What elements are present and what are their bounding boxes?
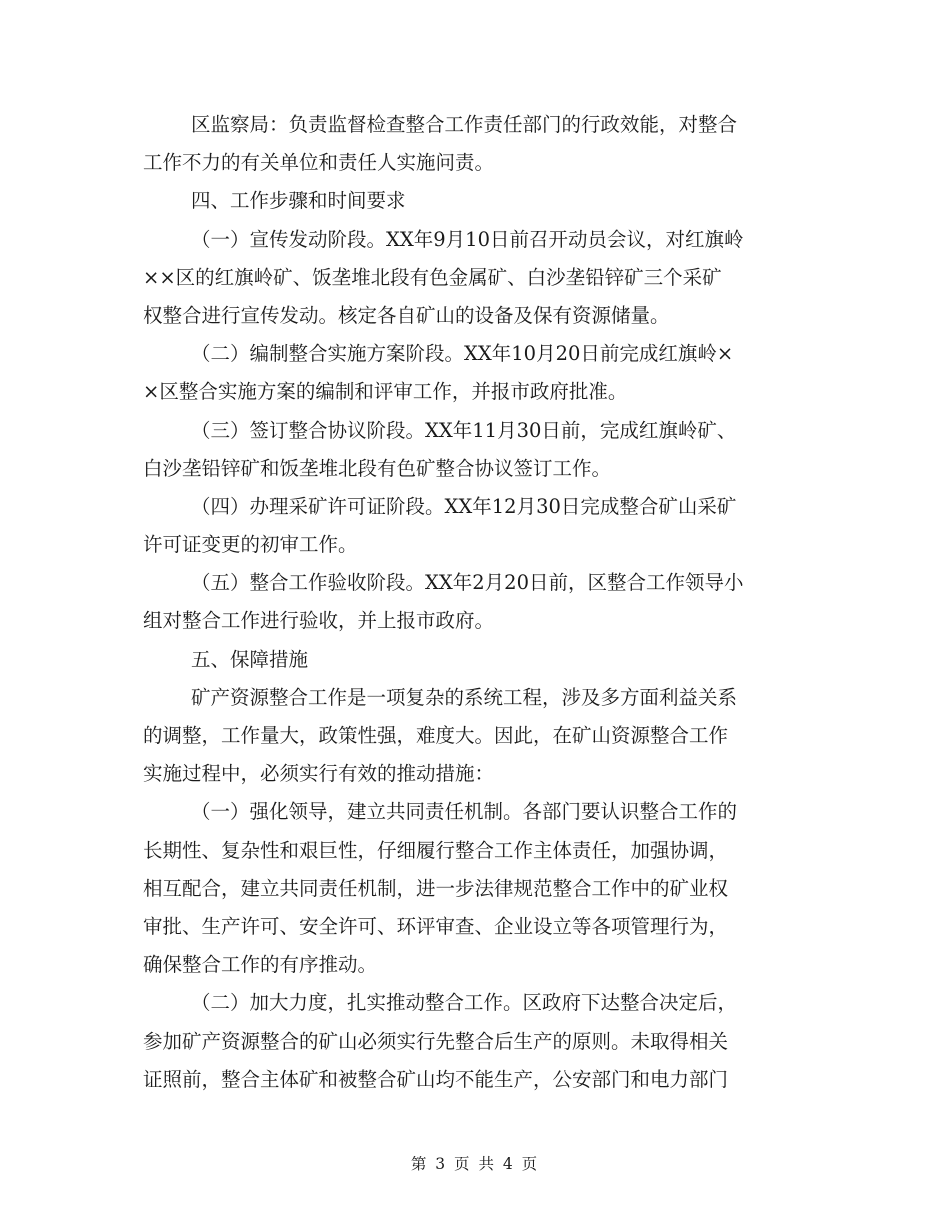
text-line: 证照前，整合主体矿和被整合矿山均不能生产，公安部门和电力部门: [143, 1067, 729, 1091]
text-line: ×区整合实施方案的编制和评审工作，并报市政府批准。: [143, 380, 628, 404]
text-line: 许可证变更的初审工作。: [143, 533, 358, 557]
text-line: 四、工作步骤和时间要求: [191, 189, 406, 213]
text-line: 参加矿产资源整合的矿山必须实行先整合后生产的原则。未取得相关: [143, 1029, 729, 1053]
text-line: （一）宣传发动阶段。XX年9月10日前召开动员会议，对红旗岭: [191, 227, 744, 251]
text-line: 的调整，工作量大，政策性强，难度大。因此，在矿山资源整合工作: [143, 724, 729, 747]
text-line: 长期性、复杂性和艰巨性，仔细履行整合工作主体责任，加强协调，: [143, 838, 729, 862]
text-line: 审批、生产许可、安全许可、环评审查、企业设立等各项管理行为，: [143, 914, 729, 938]
text-line: （二）加大力度，扎实推动整合工作。区政府下达整合决定后，: [191, 991, 738, 1015]
text-line: ××区的红旗岭矿、饭垄堆北段有色金属矿、白沙垄铅锌矿三个采矿: [143, 265, 722, 289]
text-line: 矿产资源整合工作是一项复杂的系统工程，涉及多方面利益关系: [191, 685, 738, 709]
document-body: [143, 106, 803, 1099]
text-line: 白沙垄铅锌矿和饭垄堆北段有色矿整合协议签订工作。: [143, 456, 612, 480]
text-line: （四）办理采矿许可证阶段。XX年12月30日完成整合矿山采矿: [191, 494, 737, 518]
text-line: 工作不力的有关单位和责任人实施问责。: [143, 151, 495, 175]
text-line: 组对整合工作进行验收，并上报市政府。: [143, 609, 495, 633]
text-line: 五、保障措施: [191, 647, 309, 671]
text-line: （二）编制整合实施方案阶段。XX年10月20日前完成红旗岭×: [191, 342, 734, 366]
text-line: （一）强化领导，建立共同责任机制。各部门要认识整合工作的: [191, 800, 738, 824]
text-line: （三）签订整合协议阶段。XX年11月30日前，完成红旗岭矿、: [191, 418, 737, 442]
text-line: 区监察局：负责监督检查整合工作责任部门的行政效能，对整合: [191, 113, 738, 136]
text-line: 确保整合工作的有序推动。: [143, 953, 378, 977]
page-footer: 第 3 页 共 4 页: [410, 1155, 540, 1173]
text-line: 权整合进行宣传发动。核定各自矿山的设备及保有资源储量。: [143, 303, 670, 327]
text-line: 实施过程中，必须实行有效的推动措施：: [143, 762, 495, 786]
text-line: （五）整合工作验收阶段。XX年2月20日前，区整合工作领导小: [191, 571, 744, 595]
text-line: 相互配合，建立共同责任机制，进一步法律规范整合工作中的矿业权: [143, 876, 729, 900]
